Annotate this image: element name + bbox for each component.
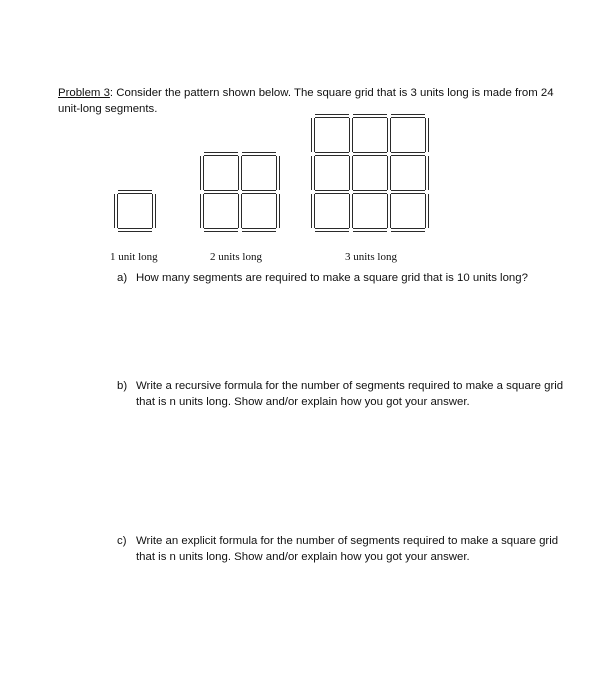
grid-figure-1-unit xyxy=(115,191,156,232)
problem-label: Problem 3 xyxy=(58,87,110,99)
grid-figure-3-units xyxy=(312,115,429,232)
question-c-text: Write an explicit formula for the number of segments required to make a square grid that is n units long. Show and/or explain how you got your answer. xyxy=(136,535,559,563)
question-b-label: b) xyxy=(117,380,128,392)
question-a xyxy=(117,270,567,286)
caption-2-units: 2 units long xyxy=(210,251,262,263)
question-b-text: Write a recursive formula for the number of segments required to make a square grid that is n units long. Show and/or explain how you got your answer. xyxy=(136,380,564,408)
caption-1-unit: 1 unit long xyxy=(110,251,158,263)
problem-text: Consider the pattern shown below. The square grid that is 3 units long is made from 24 unit-long segments. xyxy=(58,87,554,115)
question-b xyxy=(117,378,567,410)
problem-colon: : xyxy=(109,87,114,99)
question-c xyxy=(117,533,567,565)
question-c-label: c) xyxy=(117,535,127,547)
grid-figure-2-units xyxy=(201,153,280,232)
caption-3-units: 3 units long xyxy=(345,251,397,263)
question-a-text: How many segments are required to make a square grid that is 10 units long? xyxy=(136,272,528,284)
question-a-label: a) xyxy=(117,272,128,284)
